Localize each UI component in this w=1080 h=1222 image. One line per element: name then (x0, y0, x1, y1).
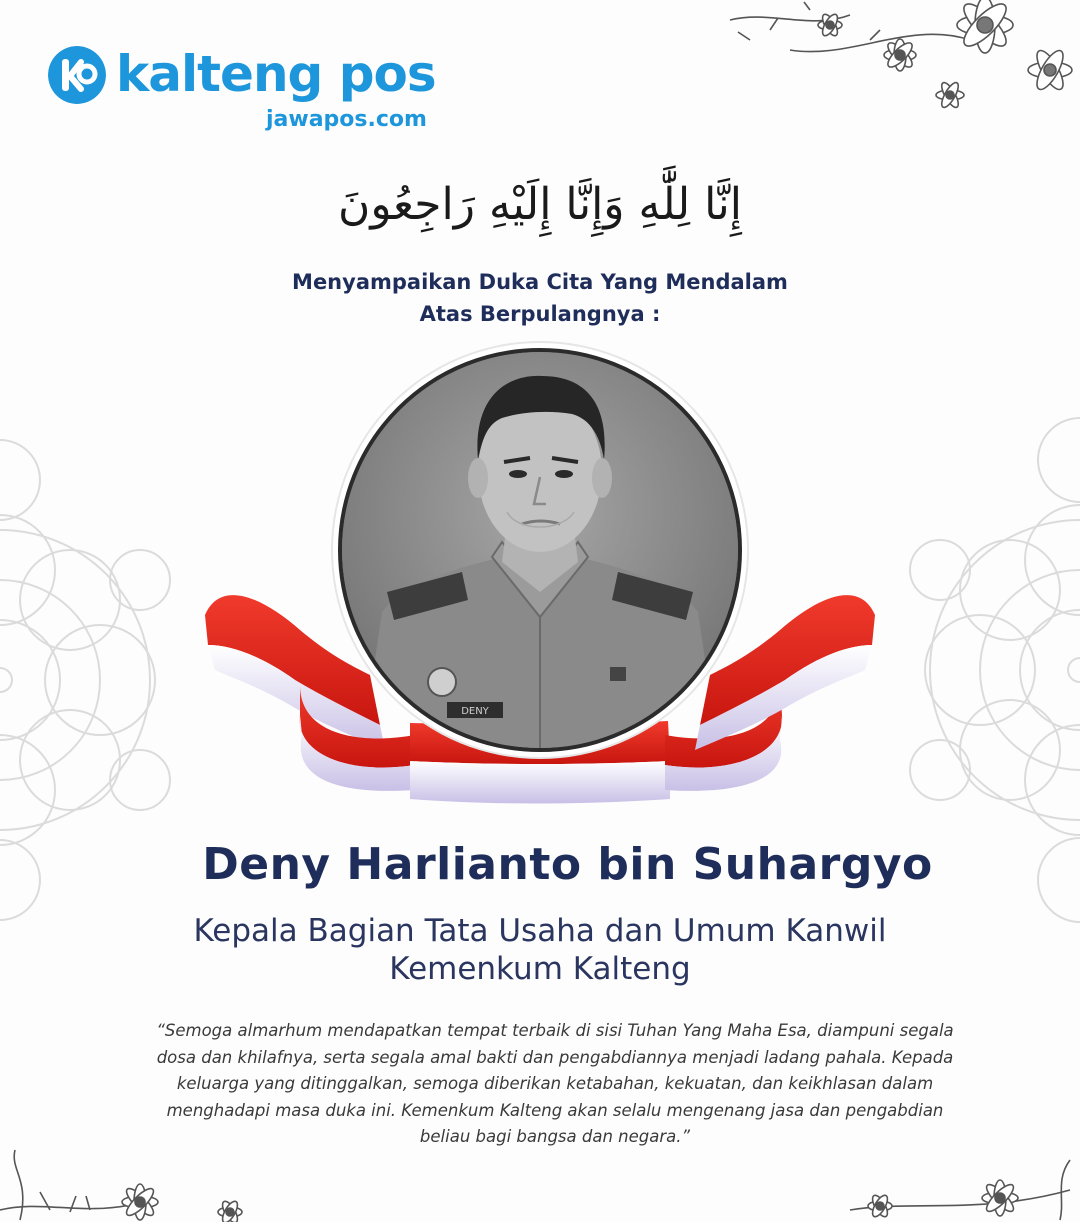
position-line-1: Kepala Bagian Tata Usaha dan Umum Kanwil (193, 913, 887, 949)
arabic-verse: إِنَّا لِلَّٰهِ وَإِنَّا إِلَيْهِ رَاجِعُونَ (338, 179, 742, 230)
name-tag: DENY (461, 706, 489, 717)
flower-icon (710, 0, 1080, 130)
kp-logo-icon (48, 46, 106, 104)
intro-line-2: Atas Berpulangnya : (419, 302, 661, 326)
portrait-photo (338, 348, 742, 752)
intro-line-1: Menyampaikan Duka Cita Yang Mendalam (292, 270, 788, 294)
portrait-illustration (342, 352, 738, 748)
brand-logo (48, 40, 448, 140)
position-line-2: Kemenkum Kalteng (389, 951, 691, 987)
deceased-name: Deny Harlianto bin Suhargyo (202, 839, 933, 890)
brand-name: kalteng pos (116, 45, 436, 103)
deceased-position (90, 912, 990, 988)
flower-icon (0, 1140, 260, 1222)
brand-sub: jawapos.com (266, 107, 427, 132)
intro-text (140, 266, 940, 330)
condolence-quote: “Semoga almarhum mendapatkan tempat terbaik di sisi Tuhan Yang Maha Esa, diampuni segala dosa dan khilafnya, serta segala amal bakti dan pengabdiannya menjadi ladang pahala. Kepada keluarga yang ditinggalkan, semoga diberikan ketabahan, kekuatan, dan keikhlasan dalam menghadapi masa duka ini. Kemenkum Kalteng akan selalu mengenang jasa dan pengabdian beliau bagi bangsa dan negara.” (156, 1021, 954, 1146)
flower-icon (820, 1150, 1080, 1222)
